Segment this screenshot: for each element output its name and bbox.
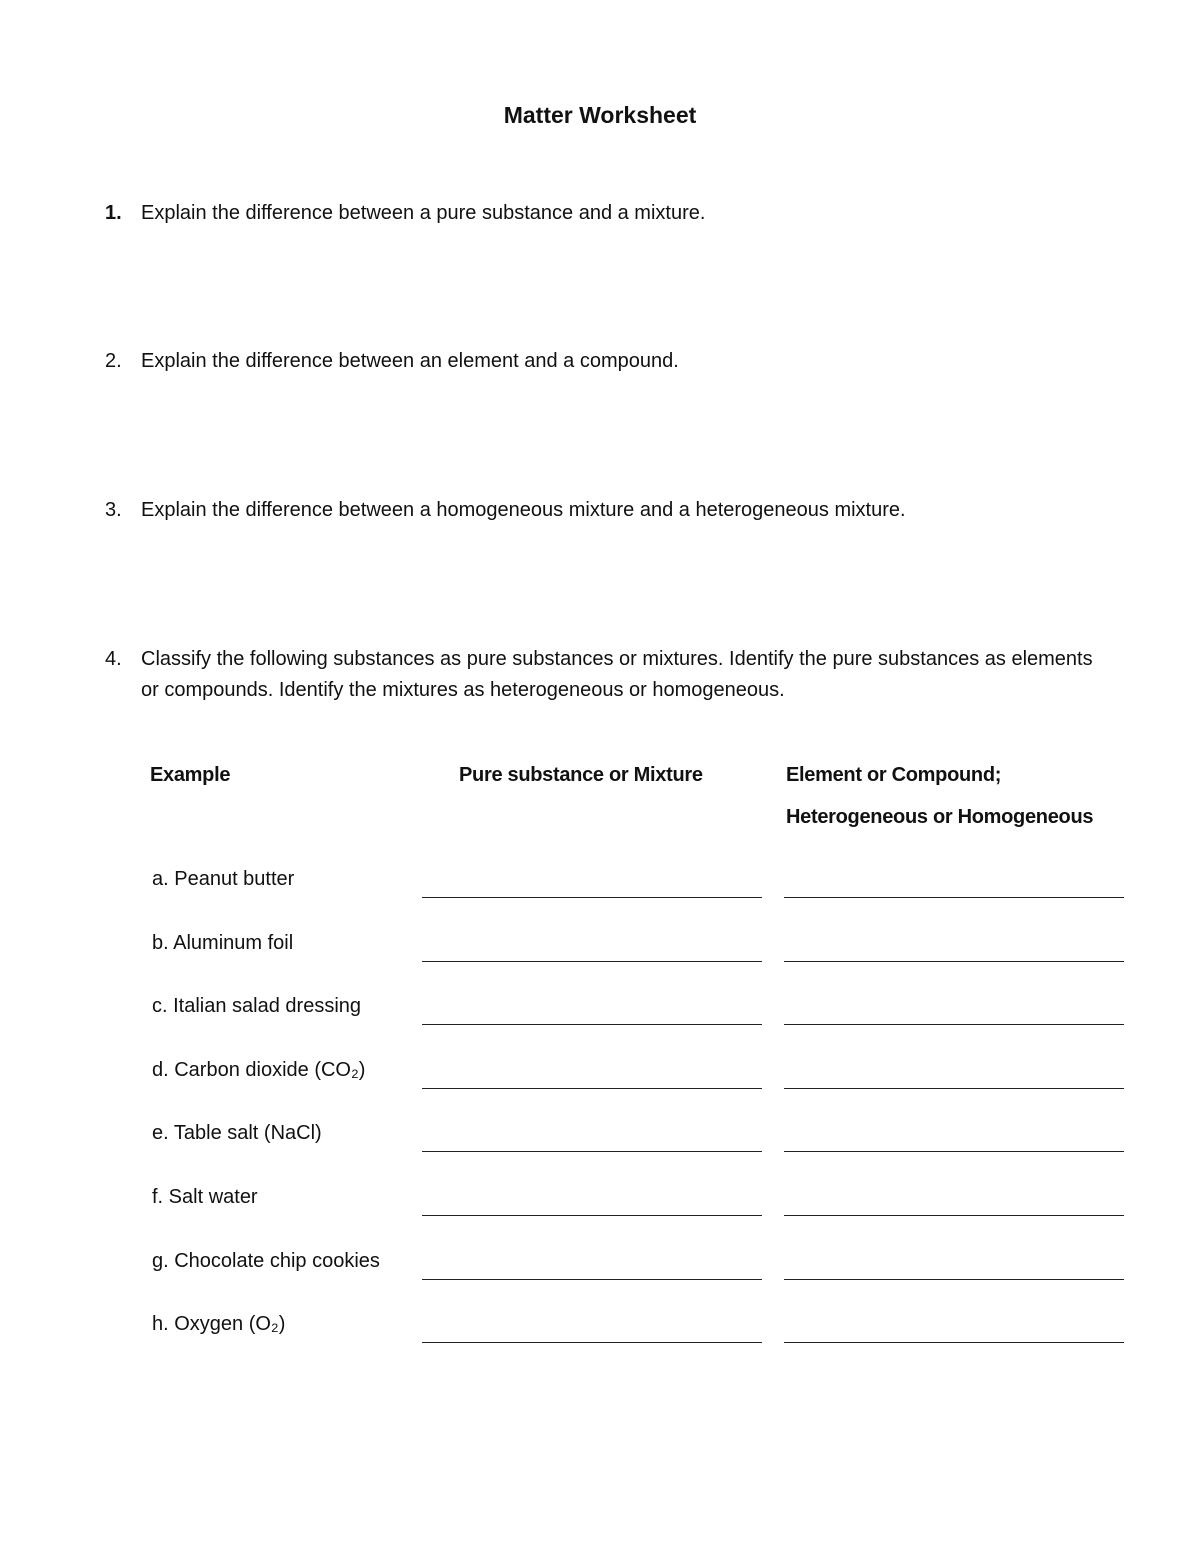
table-row <box>0 1250 1200 1314</box>
answer-blank-classification[interactable] <box>784 1151 1124 1152</box>
answer-blank-classification[interactable] <box>784 961 1124 962</box>
answer-blank-classification[interactable] <box>784 1024 1124 1025</box>
answer-blank-classification[interactable] <box>784 897 1124 898</box>
table-row <box>0 995 1200 1059</box>
answer-blank-pure-or-mixture[interactable] <box>422 1342 762 1343</box>
question-number: 4. <box>105 648 122 670</box>
answer-blank-pure-or-mixture[interactable] <box>422 961 762 962</box>
answer-blank-pure-or-mixture[interactable] <box>422 1088 762 1089</box>
example-label: f. Salt water <box>152 1185 258 1208</box>
answer-blank-pure-or-mixture[interactable] <box>422 1024 762 1025</box>
question-text: Explain the difference between a pure substance and a mixture. <box>141 202 706 224</box>
column-header-element-or-compound: Element or Compound; <box>786 764 1002 786</box>
column-header-example: Example <box>150 764 231 786</box>
example-label: b. Aluminum foil <box>152 931 294 954</box>
column-header-pure-or-mixture: Pure substance or Mixture <box>459 764 703 786</box>
answer-blank-classification[interactable] <box>784 1279 1124 1280</box>
question-text: Explain the difference between an element and a compound. <box>141 350 679 372</box>
table-row <box>0 932 1200 996</box>
example-label: g. Chocolate chip cookies <box>152 1249 380 1272</box>
question-number: 1. <box>105 202 122 224</box>
answer-blank-pure-or-mixture[interactable] <box>422 1215 762 1216</box>
column-header-heterogeneous-or-homogeneous: Heterogeneous or Homogeneous <box>786 806 1094 828</box>
example-label: e. Table salt (NaCl) <box>152 1122 322 1145</box>
question-3 <box>105 495 1105 526</box>
question-number: 2. <box>105 350 122 372</box>
page-title: Matter Worksheet <box>503 102 697 128</box>
table-row <box>0 1313 1200 1377</box>
example-label: c. Italian salad dressing <box>152 995 362 1018</box>
example-label: h. Oxygen (O₂) <box>152 1313 286 1336</box>
answer-blank-classification[interactable] <box>784 1342 1124 1343</box>
answer-blank-pure-or-mixture[interactable] <box>422 1151 762 1152</box>
classification-table <box>0 868 1200 1377</box>
answer-blank-pure-or-mixture[interactable] <box>422 897 762 898</box>
table-row <box>0 1122 1200 1186</box>
table-row <box>0 1059 1200 1123</box>
answer-blank-pure-or-mixture[interactable] <box>422 1279 762 1280</box>
table-row <box>0 868 1200 932</box>
question-2 <box>105 346 1105 377</box>
question-text: Classify the following substances as pure substances or mixtures. Identify the pure substances as elements or compounds. Identify the mixtures as heterogeneous or homogeneous. <box>141 648 1093 701</box>
table-row <box>0 1186 1200 1250</box>
answer-blank-classification[interactable] <box>784 1088 1124 1089</box>
question-text: Explain the difference between a homogeneous mixture and a heterogeneous mixture. <box>141 499 906 521</box>
answer-blank-classification[interactable] <box>784 1215 1124 1216</box>
example-label: d. Carbon dioxide (CO₂) <box>152 1058 366 1081</box>
question-1 <box>105 198 1105 229</box>
question-4 <box>105 644 1105 706</box>
example-label: a. Peanut butter <box>152 868 295 890</box>
question-number: 3. <box>105 499 122 521</box>
